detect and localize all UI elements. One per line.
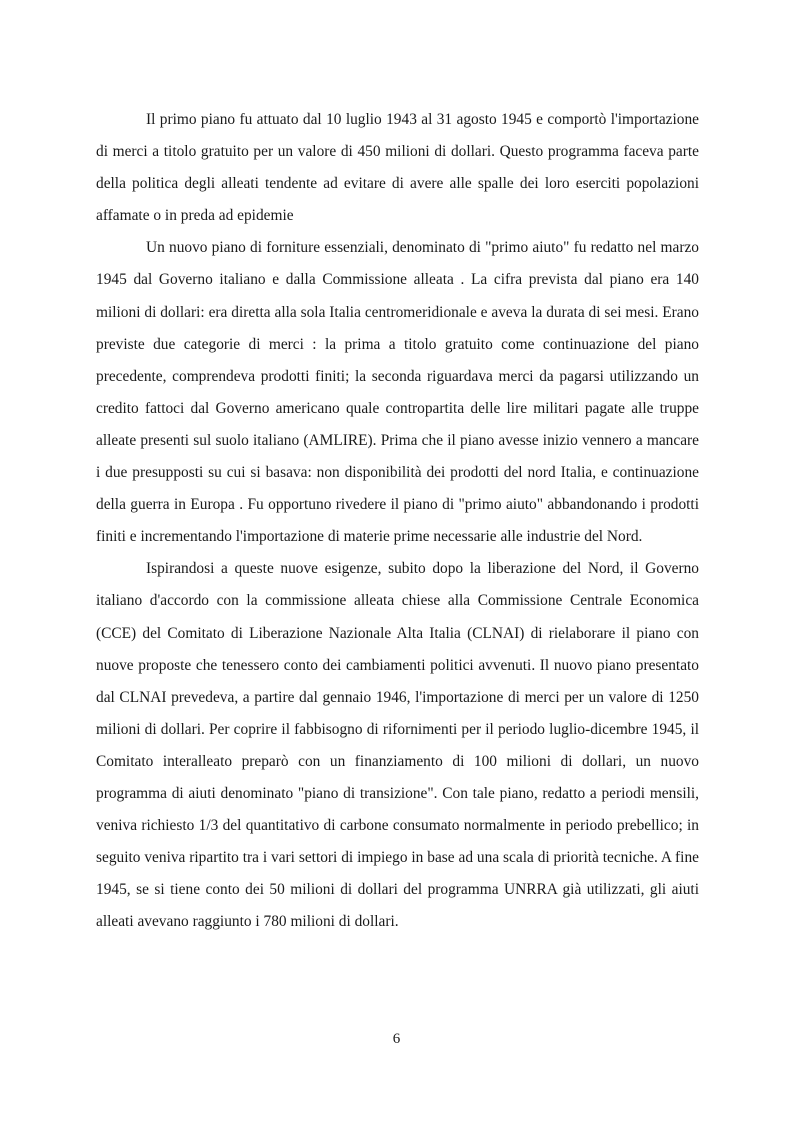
page-number: 6 <box>392 1031 401 1047</box>
paragraph-primo-aiuto: Un nuovo piano di forniture essenziali, denominato di "primo aiuto" fu redatto nel marzo 1945 dal Governo italiano e dalla Commissione alleata . La cifra prevista dal piano era 140 milioni di dollari: era diretta alla sola Italia centromeridionale e aveva la durata di sei mesi. Erano previste due categorie di merci : la prima a titolo gratuito come continuazione del piano precedente, comprendeva prodotti finiti; la seconda riguardava merci da pagarsi utilizzando un credito fattoci dal Governo americano quale contropartita delle lire militari pagate alle truppe alleate presenti sul suolo italiano (AMLIRE). Prima che il piano avesse inizio vennero a mancare i due presupposti su cui si basava: non disponibilità dei prodotti del nord Italia, e continuazione della guerra in Europa . Fu opportuno rivedere il piano di "primo aiuto" abbandonando i prodotti finiti e incrementando l'importazione di materie prime necessarie alle industrie del Nord. <box>96 239 699 546</box>
paragraph-piano-transizione: Ispirandosi a queste nuove esigenze, subito dopo la liberazione del Nord, il Governo italiano d'accordo con la commissione alleata chiese alla Commissione Centrale Economica (CCE) del Comitato di Liberazione Nazionale Alta Italia (CLNAI) di rielaborare il piano con nuove proposte che tenessero conto dei cambiamenti politici avvenuti. Il nuovo piano presentato dal CLNAI prevedeva, a partire dal gennaio 1946, l'importazione di merci per un valore di 1250 milioni di dollari. Per coprire il fabbisogno di rifornimenti per il periodo luglio-dicembre 1945, il Comitato interalleato preparò con un finanziamento di 100 milioni di dollari, un nuovo programma di aiuti denominato "piano di transizione". Con tale piano, redatto a periodi mensili, veniva richiesto 1/3 del quantitativo di carbone consumato normalmente in periodo prebellico; in seguito veniva ripartito tra i vari settori di impiego in base ad una scala di priorità tecniche. A fine 1945, se si tiene conto dei 50 milioni di dollari del programma UNRRA già utilizzati, gli aiuti alleati avevano raggiunto i 780 milioni di dollari. <box>96 560 699 931</box>
page-body <box>96 104 699 938</box>
paragraph-primo-piano: Il primo piano fu attuato dal 10 luglio 1943 al 31 agosto 1945 e comportò l'importazione di merci a titolo gratuito per un valore di 450 milioni di dollari. Questo programma faceva parte della politica degli alleati tendente ad evitare di avere alle spalle dei loro eserciti popolazioni affamate o in preda ad epidemie <box>96 111 699 225</box>
